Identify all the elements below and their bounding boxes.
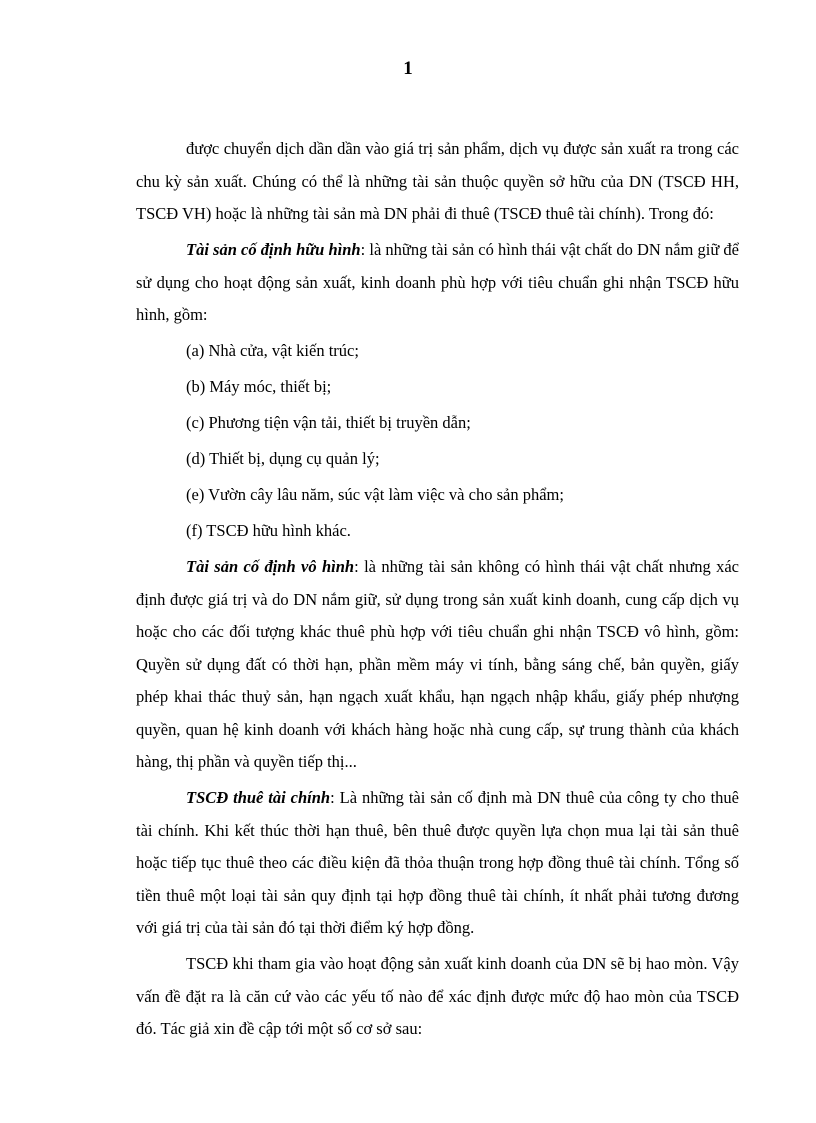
page-number: 1 (403, 58, 413, 79)
definition-tangible-assets: : là những tài sản có hình thái vật chất do DN nắm giữ để sử dụng cho hoạt động sản xuất, kinh doanh phù hợp với tiêu chuẩn ghi nhận TSCĐ hữu hình, gồm: (136, 240, 739, 324)
paragraph-intangible-assets (136, 551, 739, 779)
paragraph-tangible-assets (136, 234, 739, 332)
paragraph-finance-lease (136, 782, 739, 945)
definition-finance-lease: : Là những tài sản cố định mà DN thuê của công ty cho thuê tài chính. Khi kết thúc thời hạn thuê, bên thuê được quyền lựa chọn mua lại tài sản thuê hoặc tiếp tục thuê theo các điều kiện đã thỏa thuận trong hợp đồng thuê tài chính. Tổng số tiền thuê một loại tài sản quy định tại hợp đồng thuê tài chính, ít nhất phải tương đương với giá trị của tài sản đó tại thời điểm ký hợp đồng. (136, 788, 739, 937)
paragraph-depreciation: TSCĐ khi tham gia vào hoạt động sản xuất kinh doanh của DN sẽ bị hao mòn. Vậy vấn đề đặt ra là căn cứ vào các yếu tố nào để xác định được mức độ hao mòn của TSCĐ đó. Tác giả xin đề cập tới một số cơ sở sau: (136, 954, 739, 1038)
list-item: (e) Vườn cây lâu năm, súc vật làm việc và cho sản phẩm; (186, 485, 564, 504)
list-item: (a) Nhà cửa, vật kiến trúc; (186, 341, 359, 360)
list-item: (f) TSCĐ hữu hình khác. (186, 521, 351, 540)
definition-intangible-assets: : là những tài sản không có hình thái vật chất nhưng xác định được giá trị và do DN nắm giữ, sử dụng trong sản xuất kinh doanh, cung cấp dịch vụ hoặc cho các đối tượng khác thuê phù hợp với tiêu chuẩn ghi nhận TSCĐ vô hình, gồm: Quyền sử dụng đất có thời hạn, phần mềm máy vi tính, bằng sáng chế, bản quyền, giấy phép khai thác thuỷ sản, hạn ngạch xuất khẩu, hạn ngạch nhập khẩu, giấy phép nhượng quyền, quan hệ kinh doanh với khách hàng hoặc nhà cung cấp, sự trung thành của khách hàng, thị phần và quyền tiếp thị... (136, 557, 739, 771)
term-finance-lease: TSCĐ thuê tài chính (186, 788, 331, 807)
list-item: (d) Thiết bị, dụng cụ quản lý; (186, 449, 380, 468)
body-text (136, 133, 739, 1046)
paragraph-intro: được chuyển dịch dần dần vào giá trị sản phẩm, dịch vụ được sản xuất ra trong các chu kỳ sản xuất. Chúng có thể là những tài sản thuộc quyền sở hữu của DN (TSCĐ HH, TSCĐ VH) hoặc là những tài sản mà DN phải đi thuê (TSCĐ thuê tài chính). Trong đó: (136, 139, 739, 223)
term-tangible-assets: Tài sản cố định hữu hình (186, 240, 361, 259)
list-item: (c) Phương tiện vận tải, thiết bị truyền dẫn; (186, 413, 471, 432)
term-intangible-assets: Tài sản cố định vô hình (186, 557, 355, 576)
list-item: (b) Máy móc, thiết bị; (186, 377, 332, 396)
